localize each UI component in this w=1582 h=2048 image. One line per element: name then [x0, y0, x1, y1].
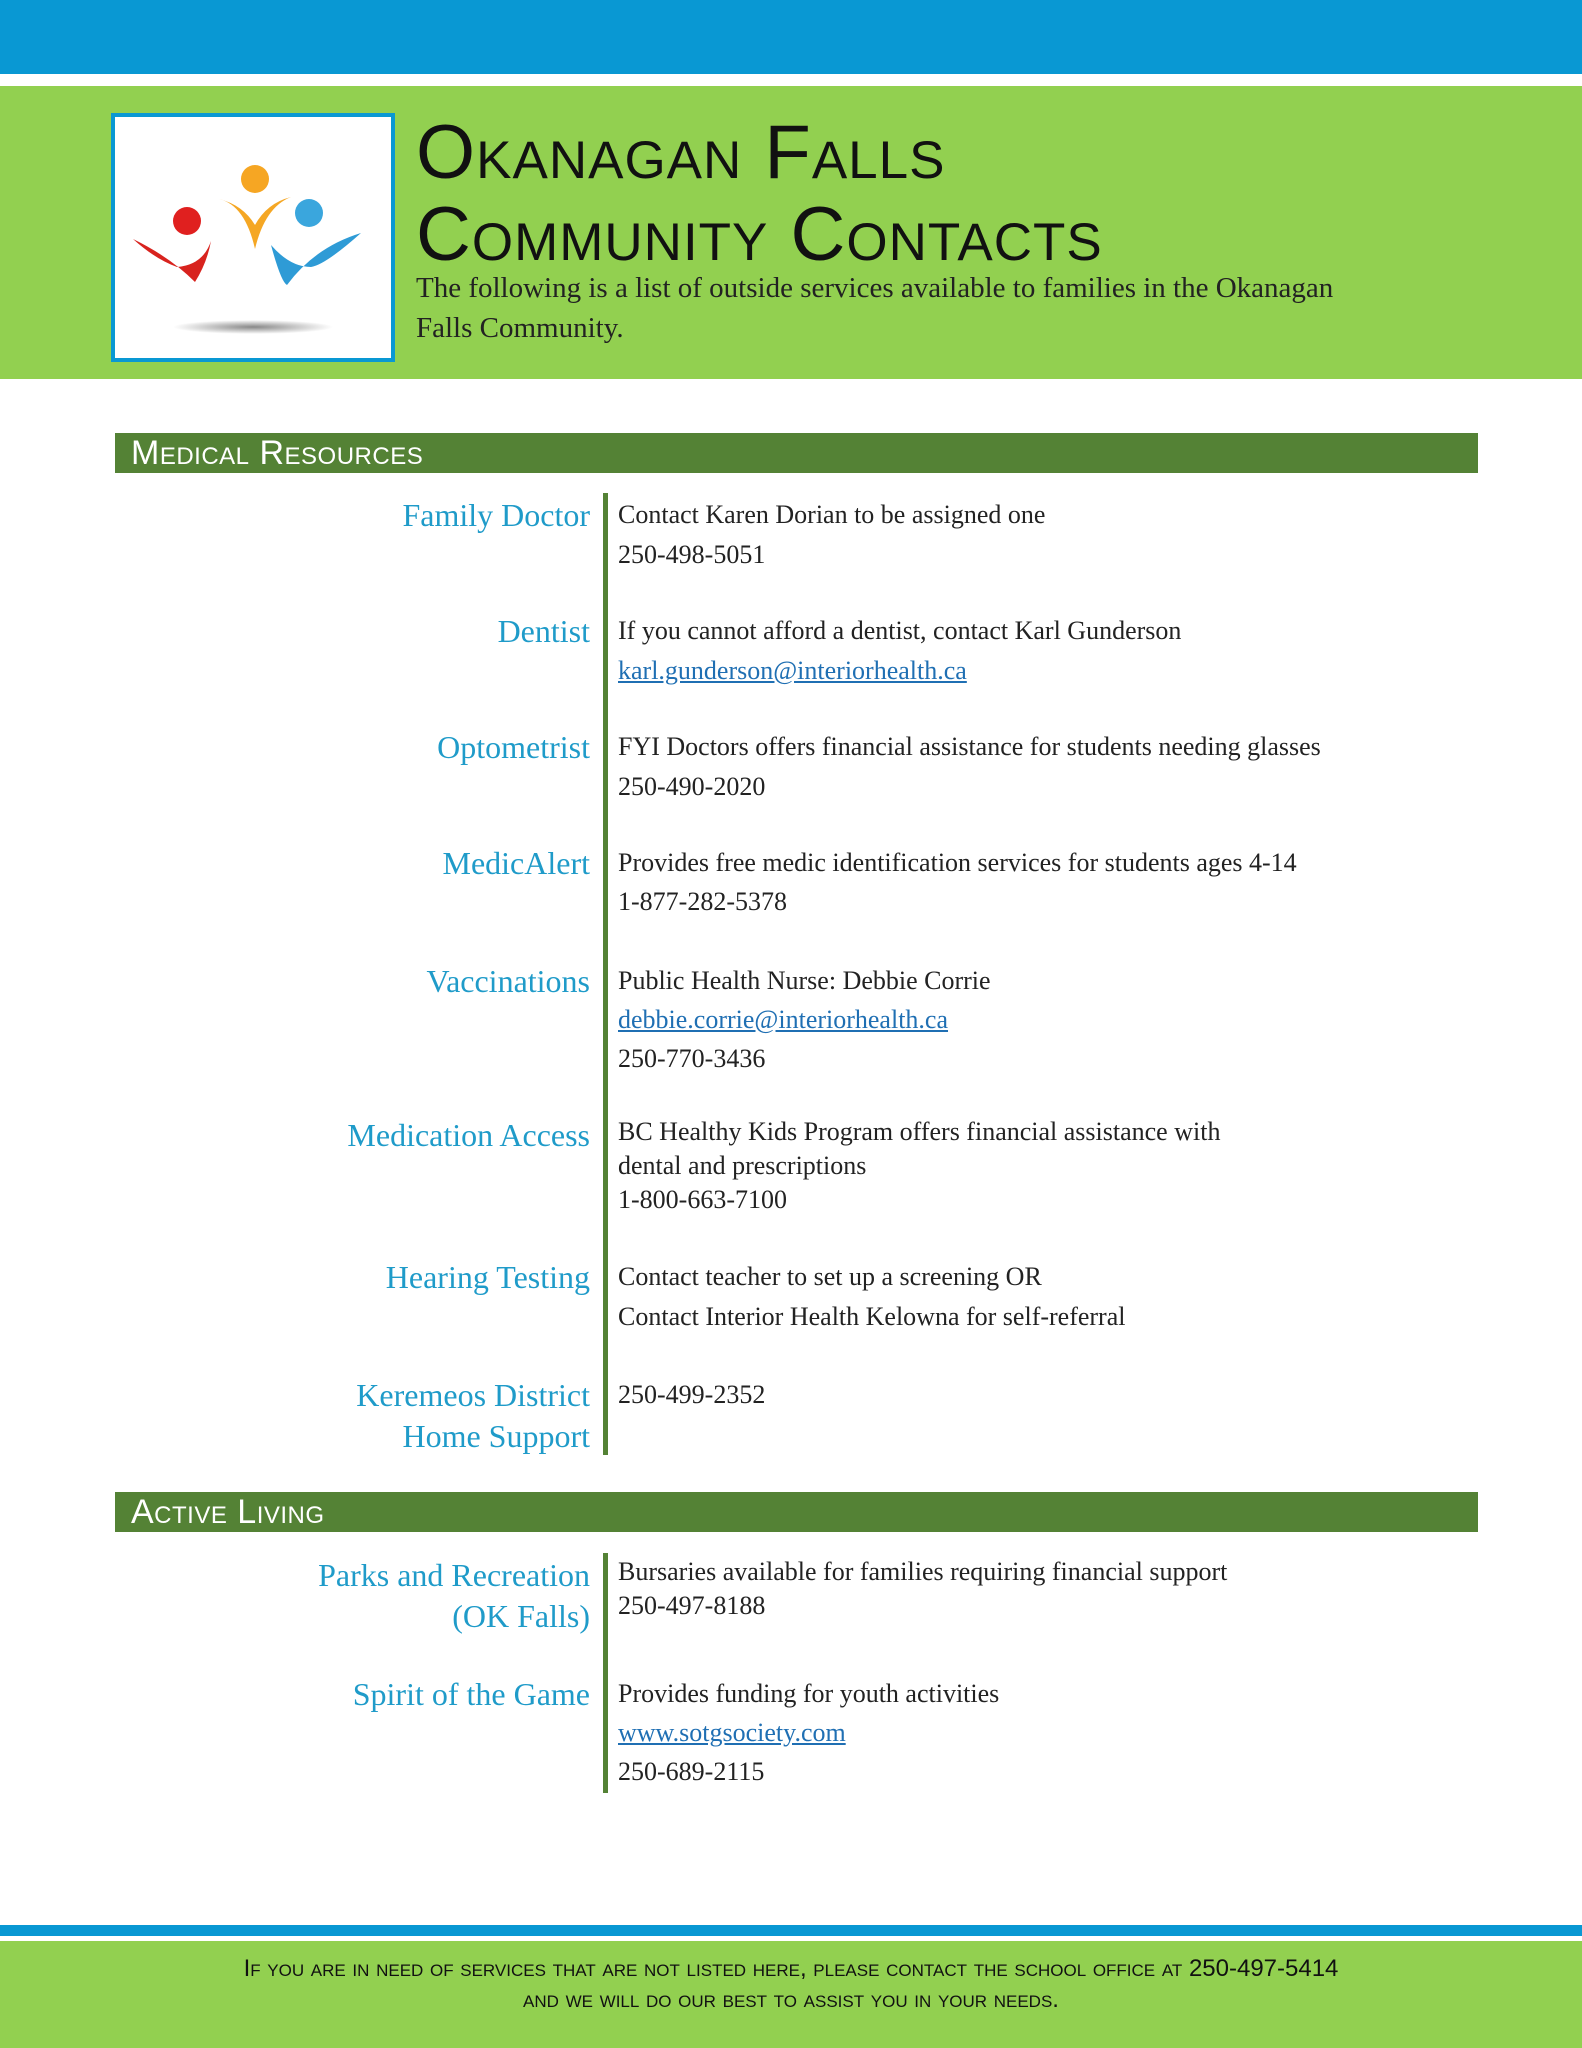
email-link-dentist[interactable]: karl.gunderson@interiorhealth.ca — [618, 656, 967, 685]
entry-label: Vaccinations — [426, 963, 590, 999]
footer-message: If you are in need of services that are not listed here, please contact the school office at 250-497-5414 and we will do our best to assist you in your needs. — [243, 1955, 1339, 2013]
entry-details: BC Healthy Kids Program offers financial assistance with dental and prescriptions 1-800-663-7100 — [618, 1117, 1221, 1214]
entry-details: Contact teacher to set up a screening OR Contact Interior Health Kelowna for self-referral — [618, 1262, 1126, 1331]
entry-details: Provides free medic identification services for students ages 4-14 1-877-282-5378 — [618, 848, 1297, 916]
entry-details: If you cannot afford a dentist, contact Karl Gunderson karl.gunderson@interiorhealth.ca — [618, 616, 1182, 685]
section-divider-active-living — [603, 1553, 608, 1793]
entry-label: Parks and Recreation (OK Falls) — [318, 1557, 590, 1634]
entry-label: Keremeos District Home Support — [356, 1377, 590, 1454]
website-link-sotg[interactable]: www.sotgsociety.com — [618, 1718, 846, 1747]
page-subtitle: The following is a list of outside services available to families in the Okanagan Falls Community. — [416, 272, 1334, 344]
title-line-1: Okanagan Falls — [416, 110, 946, 195]
entry-label: Medication Access — [347, 1117, 590, 1153]
page-title — [416, 112, 1103, 276]
logo — [111, 113, 395, 362]
entry-details: Provides funding for youth activities www.sotgsociety.com 250-689-2115 — [618, 1679, 1000, 1786]
entry-label: Hearing Testing — [385, 1259, 590, 1295]
top-blue-bar — [0, 0, 1582, 74]
entry-details: Bursaries available for families requiring financial support 250-497-8188 — [618, 1557, 1228, 1620]
entry-details: 250-499-2352 — [618, 1380, 766, 1409]
email-link-vaccinations[interactable]: debbie.corrie@interiorhealth.ca — [618, 1005, 949, 1034]
entry-details: FYI Doctors offers financial assistance for students needing glasses 250-490-2020 — [618, 732, 1321, 801]
entry-label: Dentist — [497, 613, 590, 649]
community-people-logo-icon — [115, 117, 391, 358]
title-line-2: Community Contacts — [416, 192, 1103, 277]
entry-label: Family Doctor — [402, 497, 590, 533]
entry-label: Spirit of the Game — [352, 1676, 590, 1712]
entry-label: Optometrist — [437, 729, 590, 765]
entry-details: Contact Karen Dorian to be assigned one 250-498-5051 — [618, 500, 1046, 569]
footer-blue-line — [0, 1925, 1582, 1936]
section-divider-medical — [603, 493, 608, 1455]
section-heading-active-living: Active Living — [115, 1492, 1478, 1532]
entry-label: MedicAlert — [442, 845, 590, 881]
entry-details: Public Health Nurse: Debbie Corrie debbie.corrie@interiorhealth.ca 250-770-3436 — [618, 966, 991, 1073]
section-heading-medical: Medical Resources — [115, 433, 1478, 473]
